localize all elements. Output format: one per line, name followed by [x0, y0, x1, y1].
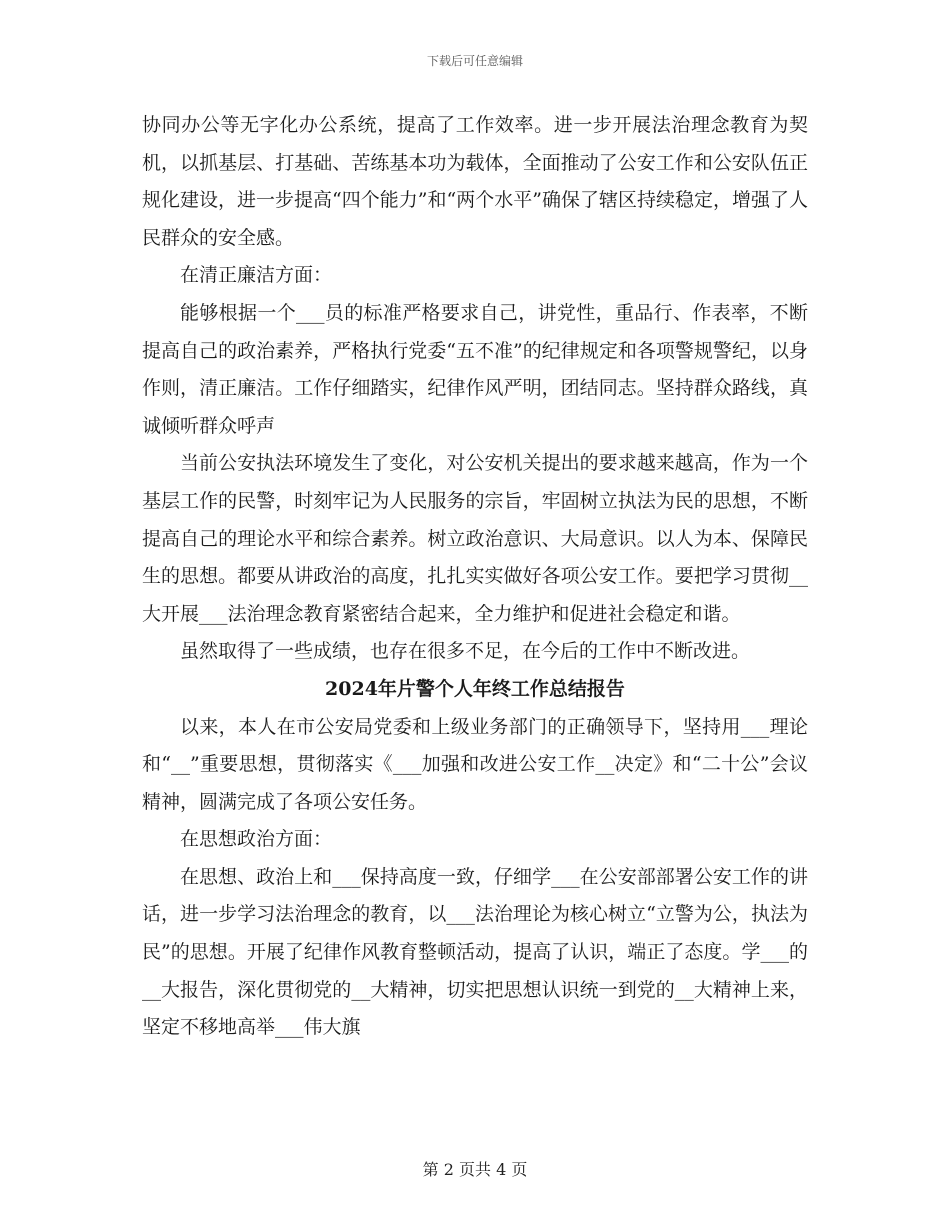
- paragraph-environment: 当前公安执法环境发生了变化，对公安机关提出的要求越来越高，作为一个基层工作的民警，时刻牢记为人民服务的宗旨，牢固树立执法为民的思想，不断提高自己的理论水平和综合素养。树立政治意识、大局意识。以人为本、保障民生的思想。都要从讲政治的高度，扎扎实实做好各项公安工作。要把学习贯彻__大开展___法治理念教育紧密结合起来，全力维护和促进社会稳定和谐。: [142, 452, 808, 625]
- paragraph-integrity: 能够根据一个___员的标准严格要求自己，讲党性，重品行、作表率，不断提高自己的政治素养，严格执行党委“五不准”的纪律规定和各项警规警纪，以身作则，清正廉洁。工作仔细踏实，纪律作风严明，团结同志。坚持群众路线，真诚倾听群众呼声: [142, 301, 808, 437]
- paragraph-shortcomings: 虽然取得了一些成绩，也存在很多不足，在今后的工作中不断改进。: [180, 640, 751, 663]
- section-heading-politics: 在思想政治方面：: [180, 828, 333, 851]
- document-body: [142, 107, 808, 1047]
- paragraph-continued: 协同办公等无字化办公系统，提高了工作效率。进一步开展法治理念教育为契机，以抓基层、打基础、苦练基本功为载体，全面推动了公安工作和公安队伍正规化建设，进一步提高“四个能力”和“两个水平”确保了辖区持续稳定，增强了人民群众的安全感。: [142, 114, 808, 249]
- paragraph-politics: 在思想、政治上和___保持高度一致，仔细学___在公安部部署公安工作的讲话，进一步学习法治理念的教育，以___法治理论为核心树立“立警为公，执法为民”的思想。开展了纪律作风教育整顿活动，提高了认识，端正了态度。学___的__大报告，深化贯彻党的__大精神，切实把思想认识统一到党的__大精神上来，坚定不移地高举___伟大旗: [142, 865, 808, 1039]
- page-number: 第 2 页共 4 页: [422, 1160, 528, 1179]
- paragraph-intro: 以来，本人在市公安局党委和上级业务部门的正确领导下，坚持用___理论和“__”重要思想，贯彻落实《___加强和改进公安工作__决定》和“二十公”会议精神，圆满完成了各项公安任务。: [142, 715, 808, 813]
- report-title: 2024年片警个人年终工作总结报告: [325, 677, 625, 700]
- page-header: 下载后可任意编辑: [426, 54, 523, 68]
- section-heading-integrity: 在清正廉洁方面：: [180, 264, 333, 287]
